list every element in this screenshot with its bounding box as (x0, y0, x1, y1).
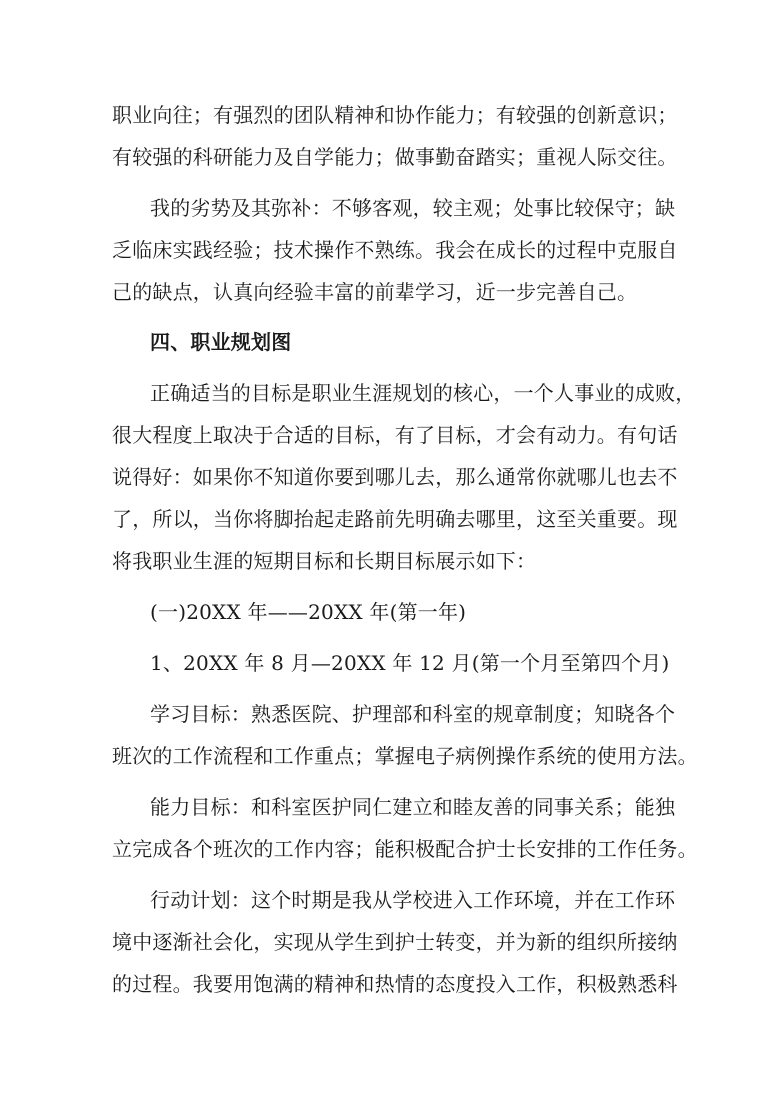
paragraph-line: 我的劣势及其弥补：不够客观，较主观；处事比较保守；缺 (150, 196, 676, 220)
paragraph-line: 能力目标：和科室医护同仁建立和睦友善的同事关系；能独 (150, 795, 676, 819)
paragraph-line: 很大程度上取决于合适的目标，有了目标，才会有动力。有句话 (112, 423, 678, 447)
paragraph-line: 说得好：如果你不知道你要到哪儿去，那么通常你就哪儿也去不 (112, 465, 678, 489)
paragraph-line: 行动计划：这个时期是我从学校进入工作环境，并在工作环 (150, 888, 676, 912)
paragraph-line: 己的缺点，认真向经验丰富的前辈学习，近一步完善自己。 (112, 280, 638, 304)
paragraph-line: 职业向往；有强烈的团队精神和协作能力；有较强的创新意识； (112, 103, 678, 127)
subsection-heading: 1、20XX 年 8 月—20XX 年 12 月(第一个月至第四个月) (150, 651, 670, 675)
paragraph-line: 了，所以，当你将脚抬起走路前先明确去哪里，这至关重要。现 (112, 507, 678, 531)
paragraph-line: 的过程。我要用饱满的精神和热情的态度投入工作，积极熟悉科 (112, 972, 678, 996)
paragraph-line: 将我职业生涯的短期目标和长期目标展示如下： (112, 549, 537, 573)
paragraph-line: 班次的工作流程和工作重点；掌握电子病例操作系统的使用方法。 (112, 744, 698, 768)
subsection-heading: (一)20XX 年——20XX 年(第一年) (150, 600, 467, 624)
paragraph-line: 乏临床实践经验；技术操作不熟练。我会在成长的过程中克服自 (112, 238, 678, 262)
paragraph-line: 境中逐渐社会化，实现从学生到护士转变，并为新的组织所接纳 (112, 930, 678, 954)
paragraph-line: 正确适当的目标是职业生涯规划的核心，一个人事业的成败， (150, 381, 696, 405)
section-heading: 四、职业规划图 (150, 330, 292, 354)
paragraph-line: 学习目标：熟悉医院、护理部和科室的规章制度；知晓各个 (150, 702, 676, 726)
paragraph-line: 有较强的科研能力及自学能力；做事勤奋踏实；重视人际交往。 (112, 145, 678, 169)
paragraph-line: 立完成各个班次的工作内容；能积极配合护士长安排的工作任务。 (112, 837, 698, 861)
